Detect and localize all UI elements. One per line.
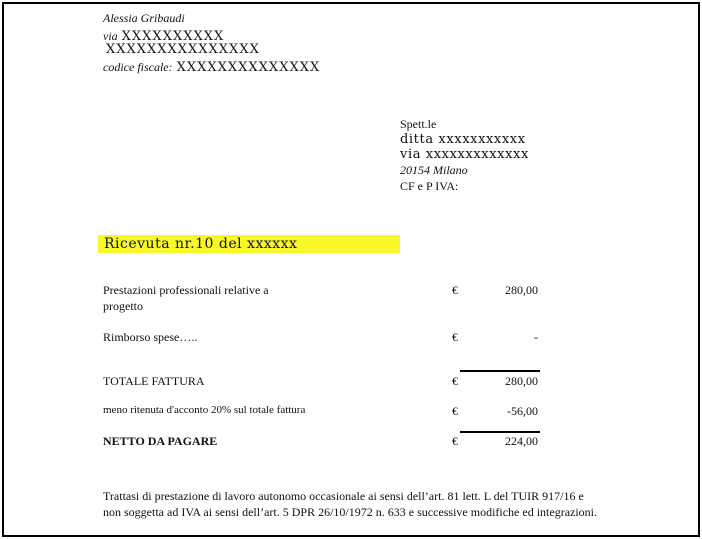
recipient-tax-ids: CF e P IVA: (400, 179, 459, 193)
sender-street-value: XXXXXXXXXX (121, 29, 225, 44)
net-rule (460, 431, 540, 433)
item-professional-services-amount: 280,00 (505, 283, 538, 297)
net-amount: 224,00 (505, 434, 538, 448)
item-professional-services-line1: Prestazioni professionali relative a (103, 283, 269, 297)
footer-note-line1: Trattasi di prestazione di lavoro autonomo occasionale ai sensi dell’art. 81 lett. L del TUIR 917/16 e (103, 489, 584, 503)
footer-note-line2: non soggetta ad IVA ai sensi dell’art. 5 DPR 26/10/1972 n. 633 e successive modifiche ed integrazioni. (103, 505, 598, 519)
sender-street-label: via (103, 29, 118, 43)
recipient-street: via xxxxxxxxxxxxx (400, 147, 529, 162)
withholding-amount: -56,00 (507, 404, 538, 418)
item-expense-refund-label: Rimborso spese….. (103, 330, 198, 344)
item-professional-services-line2: progetto (103, 299, 143, 313)
net-label: NETTO DA PAGARE (103, 434, 218, 448)
receipt-title: Ricevuta nr.10 del xxxxxx (104, 236, 298, 252)
recipient-salutation: Spett.le (400, 117, 437, 131)
sender-fiscal (103, 58, 320, 76)
sender-fiscal-value: XXXXXXXXXXXXXX (176, 60, 321, 75)
sender-name: Alessia Gribaudi (103, 11, 185, 25)
recipient-company: ditta xxxxxxxxxxx (400, 132, 526, 147)
total-rule (460, 370, 540, 372)
withholding-currency: € (452, 404, 458, 418)
total-amount: 280,00 (505, 374, 538, 388)
item-expense-refund-amount: - (534, 330, 538, 344)
withholding-label: meno ritenuta d'acconto 20% sul totale fattura (103, 404, 306, 416)
recipient-city: 20154 Milano (400, 163, 468, 177)
total-currency: € (452, 374, 458, 388)
document-frame (2, 2, 700, 537)
sender-city: XXXXXXXXXXXXXXX (106, 42, 260, 57)
net-currency: € (452, 434, 458, 448)
item-expense-refund-currency: € (452, 330, 458, 344)
total-label: TOTALE FATTURA (103, 374, 205, 388)
item-professional-services-currency: € (452, 283, 458, 297)
sender-fiscal-label: codice fiscale: (103, 60, 173, 74)
